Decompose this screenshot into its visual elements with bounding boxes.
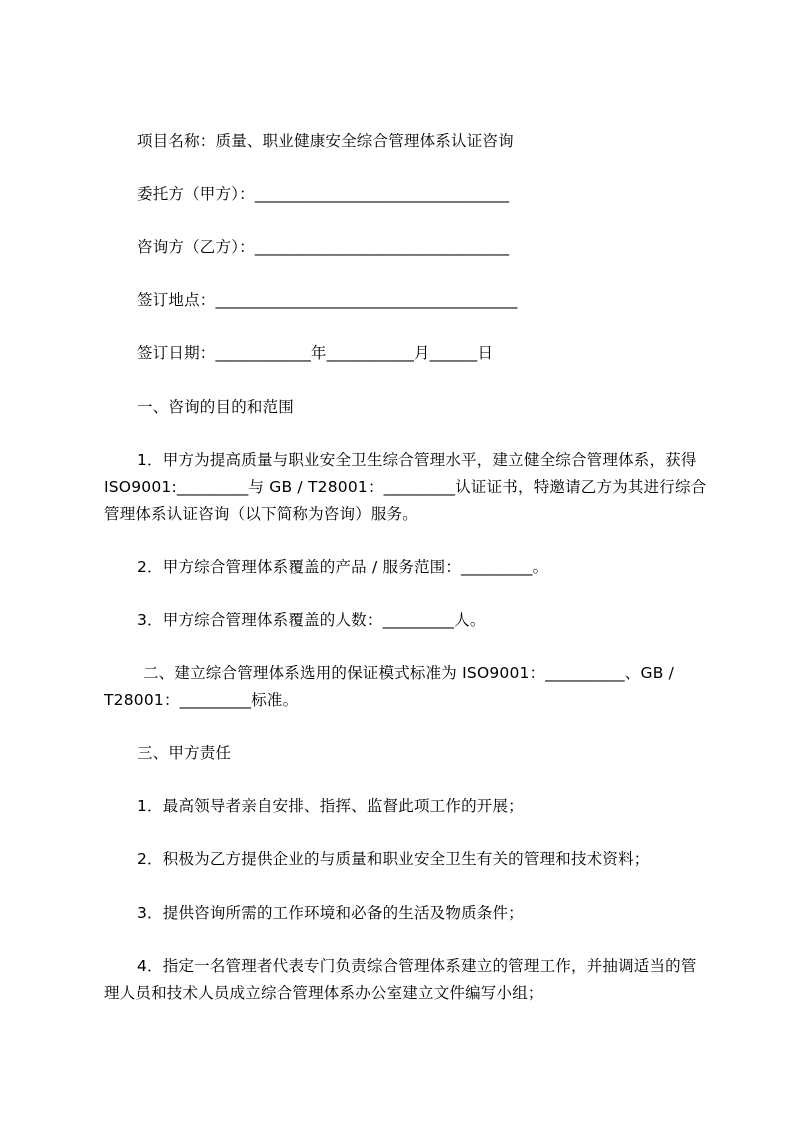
- section1-item1-line2: ISO9001:_________与 GB / T28001：_________认证证书，特邀请乙方为其进行综合: [104, 478, 707, 496]
- project-name-line: 项目名称：质量、职业健康安全综合管理体系认证咨询: [137, 132, 514, 150]
- section3-item1: 1．最高领导者亲自安排、指挥、监督此项工作的开展；: [137, 797, 524, 815]
- section1-item1-line3: 管理体系认证咨询（以下简称为咨询）服务。: [104, 505, 419, 523]
- section1-item3: 3．甲方综合管理体系覆盖的人数：_________人。: [137, 611, 486, 629]
- section3-item4-line1: 4．指定一名管理者代表专门负责综合管理体系建立的管理工作，并抽调适当的管: [137, 957, 697, 975]
- section3-item2: 2．积极为乙方提供企业的与质量和职业安全卫生有关的管理和技术资料；: [137, 850, 650, 868]
- section1-item2: 2．甲方综合管理体系覆盖的产品 / 服务范围：_________。: [137, 558, 549, 576]
- signing-place-line: 签订地点：______________________________________: [137, 291, 518, 309]
- section3-heading: 三、甲方责任: [137, 744, 232, 762]
- section1-heading: 一、咨询的目的和范围: [137, 398, 295, 416]
- section3-item4-line2: 理人员和技术人员成立综合管理体系办公室建立文件编写小组；: [104, 984, 544, 1002]
- section2-line1: 二、建立综合管理体系选用的保证模式标准为 ISO9001：__________、GB /: [143, 664, 675, 682]
- client-line: 委托方（甲方）：________________________________: [137, 185, 510, 203]
- signing-date-line: 签订日期：____________年___________月______日: [137, 344, 494, 362]
- consultant-line: 咨询方（乙方）：________________________________: [137, 238, 510, 256]
- section3-item3: 3．提供咨询所需的工作环境和必备的生活及物质条件；: [137, 904, 524, 922]
- section2-line2: T28001：_________标准。: [104, 691, 299, 709]
- section1-item1-line1: 1．甲方为提高质量与职业安全卫生综合管理水平，建立健全综合管理体系，获得: [137, 451, 697, 469]
